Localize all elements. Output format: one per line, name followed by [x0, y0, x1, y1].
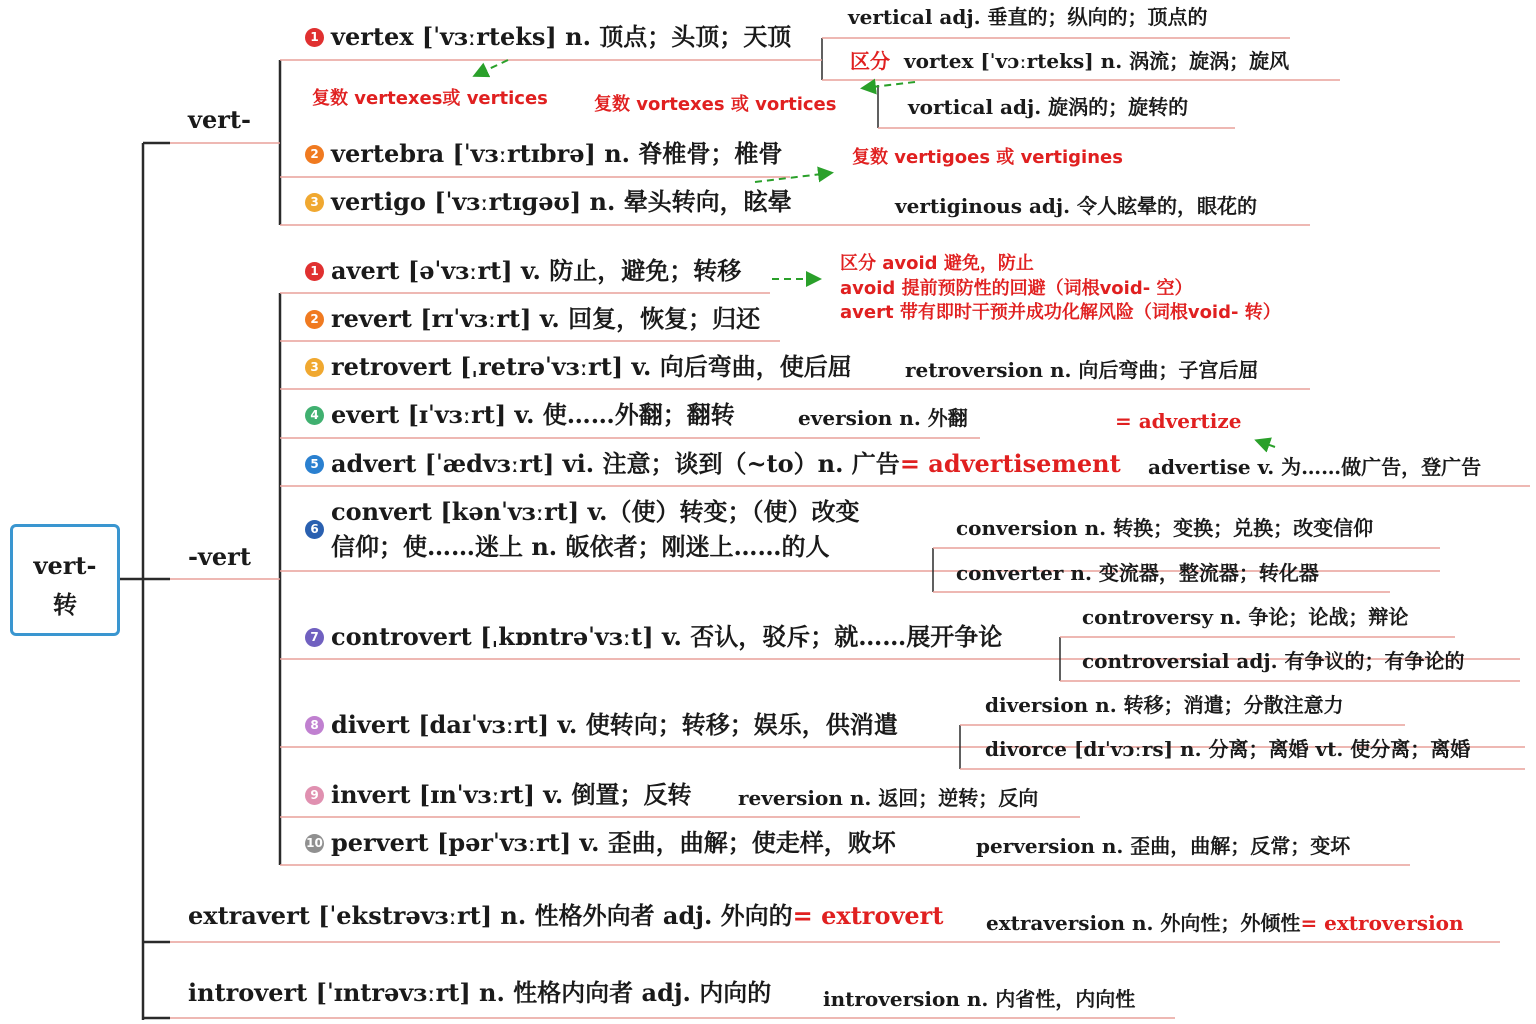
word-controvert: controvert [ˌkɒntrəˈvɜːt] v. 否认，驳斥；就……展开争论 — [331, 622, 1003, 651]
number-badge: 3 — [305, 193, 324, 212]
note-avoid-2: avoid 提前预防性的回避（词根void- 空） — [840, 278, 1193, 299]
number-badge: 8 — [305, 716, 324, 735]
branch-suffix-label: -vert — [188, 542, 251, 571]
number-badge: 4 — [305, 406, 324, 425]
related-retroversion: retroversion n. 向后弯曲；子宫后屈 — [905, 358, 1259, 382]
root-node — [10, 524, 120, 636]
number-badge: 10 — [305, 834, 324, 853]
word-extravert — [188, 901, 944, 930]
note-vortex-plural: 复数 vortexes 或 vortices — [594, 94, 837, 115]
word-avert: avert [əˈvɜːrt] v. 防止，避免；转移 — [331, 256, 742, 285]
related-controversy: controversy n. 争论；论战；辩论 — [1082, 605, 1409, 629]
related-vertiginous: vertiginous adj. 令人眩晕的，眼花的 — [895, 194, 1258, 218]
root-word: vert- — [33, 551, 97, 580]
word-divert: divert [daɪˈvɜːrt] v. 使转向；转移；娱乐，供消遣 — [331, 710, 898, 739]
number-badge: 7 — [305, 628, 324, 647]
related-controversial: controversial adj. 有争议的；有争论的 — [1082, 649, 1465, 673]
related-introversion: introversion n. 内省性，内向性 — [823, 987, 1136, 1011]
word-vertigo: vertigo [ˈvɜːrtɪɡəʊ] n. 晕头转向，眩晕 — [331, 187, 792, 216]
related-extraversion-eq: = extroversion — [1300, 911, 1464, 935]
note-vertigo-plural: 复数 vertigoes 或 vertigines — [852, 147, 1123, 168]
related-perversion: perversion n. 歪曲，曲解；反常；变坏 — [976, 834, 1351, 858]
word-convert-line2: 信仰；使……迷上 n. 皈依者；刚迷上……的人 — [331, 532, 830, 561]
word-advert-text: advert [ˈædvɜːrt] vi. 注意；谈到（~to）n. 广告 — [331, 449, 900, 478]
note-avoid-1: 区分 avoid 避免，防止 — [840, 253, 1034, 274]
vertex-plural-arrow — [476, 60, 508, 75]
related-vortical: vortical adj. 旋涡的；旋转的 — [908, 95, 1189, 119]
number-badge: 3 — [305, 358, 324, 377]
root-meaning: 转 — [53, 590, 77, 619]
note-vertex-plural: 复数 vertexes或 vertices — [312, 88, 548, 109]
related-advertise: advertise v. 为……做广告，登广告 — [1148, 455, 1482, 479]
word-vertebra: vertebra [ˈvɜːrtɪbrə] n. 脊椎骨；椎骨 — [331, 139, 783, 168]
branch-prefix-label: vert- — [188, 105, 251, 134]
vortex-arrow — [864, 82, 915, 88]
word-advert-eq: = advertisement — [899, 449, 1121, 478]
number-badge: 9 — [305, 786, 324, 805]
word-extravert-eq: = extrovert — [792, 901, 944, 930]
word-introvert: introvert [ˈɪntrəvɜːrt] n. 性格内向者 adj. 内向的 — [188, 978, 772, 1007]
number-badge: 5 — [305, 455, 324, 474]
related-diversion: diversion n. 转移；消遣；分散注意力 — [985, 693, 1344, 717]
word-invert: invert [ɪnˈvɜːrt] v. 倒置；反转 — [331, 780, 692, 809]
word-retrovert: retrovert [ˌretrəˈvɜːrt] v. 向后弯曲，使后屈 — [331, 352, 852, 381]
related-converter: converter n. 变流器，整流器；转化器 — [956, 561, 1319, 585]
number-badge: 2 — [305, 145, 324, 164]
related-reversion: reversion n. 返回；逆转；反向 — [738, 786, 1039, 810]
advertize-arrow — [1258, 441, 1275, 447]
word-convert-line1: convert [kənˈvɜːrt] v.（使）转变；（使）改变 — [331, 497, 860, 526]
related-vortex: vortex [ˈvɔːrteks] n. 涡流；旋涡；旋风 — [904, 49, 1290, 73]
word-evert: evert [ɪˈvɜːrt] v. 使……外翻；翻转 — [331, 400, 735, 429]
number-badge: 2 — [305, 310, 324, 329]
word-pervert: pervert [pərˈvɜːrt] v. 歪曲，曲解；使走样，败坏 — [331, 828, 896, 857]
related-divorce: divorce [dɪˈvɔːrs] n. 分离；离婚 vt. 使分离；离婚 — [985, 737, 1471, 761]
number-badge: 6 — [305, 520, 324, 539]
related-extraversion — [986, 913, 1464, 933]
number-badge: 1 — [305, 262, 324, 281]
note-avoid-3: avert 带有即时干预并成功化解风险（词根void- 转） — [840, 302, 1281, 323]
distinguish-tag: 区分 — [850, 49, 890, 73]
related-eversion: eversion n. 外翻 — [798, 406, 968, 430]
related-vertical: vertical adj. 垂直的；纵向的；顶点的 — [848, 5, 1208, 29]
word-extravert-text: extravert [ˈekstrəvɜːrt] n. 性格外向者 adj. 外向的 — [188, 901, 793, 930]
related-extraversion-text: extraversion n. 外向性；外倾性 — [986, 911, 1301, 935]
word-advert — [331, 449, 1121, 478]
word-vertex: vertex [ˈvɜːrteks] n. 顶点；头顶；天顶 — [331, 22, 792, 51]
related-advertize: = advertize — [1115, 409, 1242, 433]
related-conversion: conversion n. 转换；变换；兑换；改变信仰 — [956, 516, 1374, 540]
word-revert: revert [rɪˈvɜːrt] v. 回复，恢复；归还 — [331, 304, 761, 333]
number-badge: 1 — [305, 28, 324, 47]
